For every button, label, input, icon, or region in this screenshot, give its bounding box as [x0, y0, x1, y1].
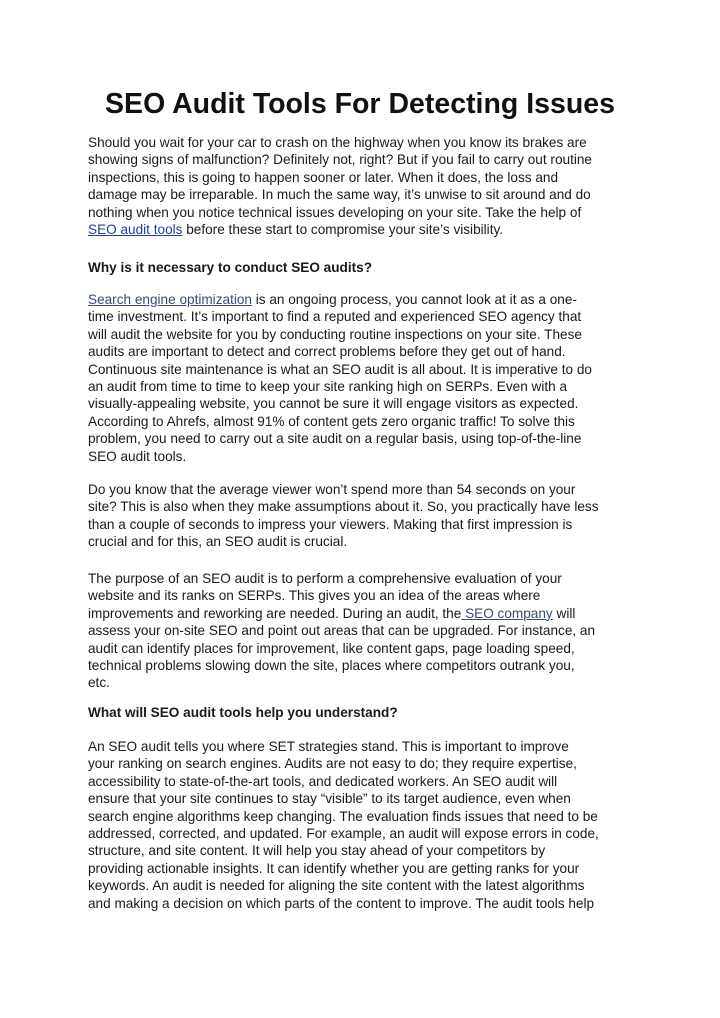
- what-paragraph: [88, 738, 648, 912]
- text-line: technical problems slowing down the site, places where competitors outrank you,: [88, 658, 575, 674]
- text-line: nothing when you notice technical issues developing on your site. Take the help of: [88, 204, 582, 220]
- text-line: According to Ahrefs, almost 91% of content gets zero organic traffic! To solve this: [88, 413, 575, 429]
- text-line: accessibility to state-of-the-art tools, and dedicated workers. An SEO audit will: [88, 773, 558, 789]
- text-line: The purpose of an SEO audit is to perform a comprehensive evaluation of your: [88, 571, 562, 586]
- text-line: structure, and site content. It will help you stay ahead of your competitors by: [88, 843, 546, 859]
- text-line: website and its ranks on SERPs. This gives you an idea of the areas where: [88, 588, 541, 604]
- text-line: SEO audit tools.: [88, 448, 187, 464]
- purpose-paragraph: [88, 570, 648, 692]
- text-line: search engine algorithms keep changing. The evaluation finds issues that need to be: [88, 808, 598, 824]
- text-line: inspections, this is going to happen sooner or later. When it does, the loss and: [88, 169, 559, 185]
- search-engine-optimization-link[interactable]: Search engine optimization: [88, 292, 252, 307]
- text-line: Do you know that the average viewer won’t spend more than 54 seconds on your: [88, 482, 576, 497]
- text-line: showing signs of malfunction? Definitely not, right? But if you fail to carry out routine: [88, 152, 592, 168]
- text-line: An SEO audit tells you where SET strategies stand. This is important to improve: [88, 739, 569, 754]
- text-line: will audit the website for you by conducting routine inspections on your site. These: [88, 326, 582, 342]
- text-line: [88, 291, 648, 308]
- text-fragment: is an ongoing process, you cannot look at it as a one-: [251, 292, 577, 307]
- text-line: visually-appealing website, you cannot be sure it will engage visitors as expected.: [88, 396, 579, 412]
- page-title: SEO Audit Tools For Detecting Issues: [105, 88, 615, 120]
- section-heading-what: What will SEO audit tools help you understand?: [88, 705, 398, 720]
- text-line: audit can identify places for improvement, like content gaps, page loading speed,: [88, 640, 575, 656]
- text-line: than a couple of seconds to impress your viewers. Making that first impression is: [88, 516, 573, 532]
- text-line: damage may be irreparable. In much the same way, it’s unwise to sit around and do: [88, 187, 591, 203]
- text-line: site? This is also when they make assumptions about it. So, you practically have less: [88, 499, 599, 515]
- text-line: Continuous site maintenance is what an SEO audit is all about. It is imperative to do: [88, 361, 592, 377]
- text-fragment: improvements and reworking are needed. During an audit, the: [88, 605, 462, 621]
- text-line: [88, 221, 648, 238]
- text-line: [88, 605, 648, 622]
- text-line: providing actionable insights. It can identify whether you are getting ranks for your: [88, 860, 580, 876]
- text-line: ensure that your site continues to stay “visible” to its target audience, even when: [88, 791, 571, 807]
- why-paragraph: [88, 291, 648, 465]
- text-line: Should you wait for your car to crash on the highway when you know its brakes are: [88, 135, 587, 150]
- text-line: problem, you need to carry out a site audit on a regular basis, using top-of-the-line: [88, 431, 582, 447]
- text-line: keywords. An audit is needed for aligning the site content with the latest algorithms: [88, 878, 585, 894]
- text-line: audits are important to detect and correct problems before they get out of hand.: [88, 344, 566, 360]
- text-line: your ranking on search engines. Audits are not easy to do; they require expertise,: [88, 756, 577, 772]
- seo-company-link[interactable]: SEO company: [461, 605, 553, 621]
- text-line: addressed, corrected, and updated. For example, an audit will expose errors in code,: [88, 826, 599, 842]
- text-fragment: will: [552, 605, 576, 621]
- text-line: etc.: [88, 675, 110, 691]
- text-line: assess your on-site SEO and point out areas that can be upgraded. For instance, an: [88, 623, 596, 639]
- text-line: and making a decision on which parts of the content to improve. The audit tools help: [88, 895, 595, 911]
- intro-paragraph: [88, 134, 648, 238]
- section-heading-why: Why is it necessary to conduct SEO audits?: [88, 260, 373, 275]
- text-line: crucial and for this, an SEO audit is crucial.: [88, 534, 348, 550]
- seo-audit-tools-link[interactable]: SEO audit tools: [88, 222, 183, 238]
- viewer-time-paragraph: [88, 481, 648, 551]
- text-line: an audit from time to time to keep your site ranking high on SERPs. Even with a: [88, 379, 568, 395]
- text-line: time investment. It’s important to find a reputed and experienced SEO agency that: [88, 309, 582, 325]
- text-fragment: before these start to compromise your site’s visibility.: [182, 222, 504, 238]
